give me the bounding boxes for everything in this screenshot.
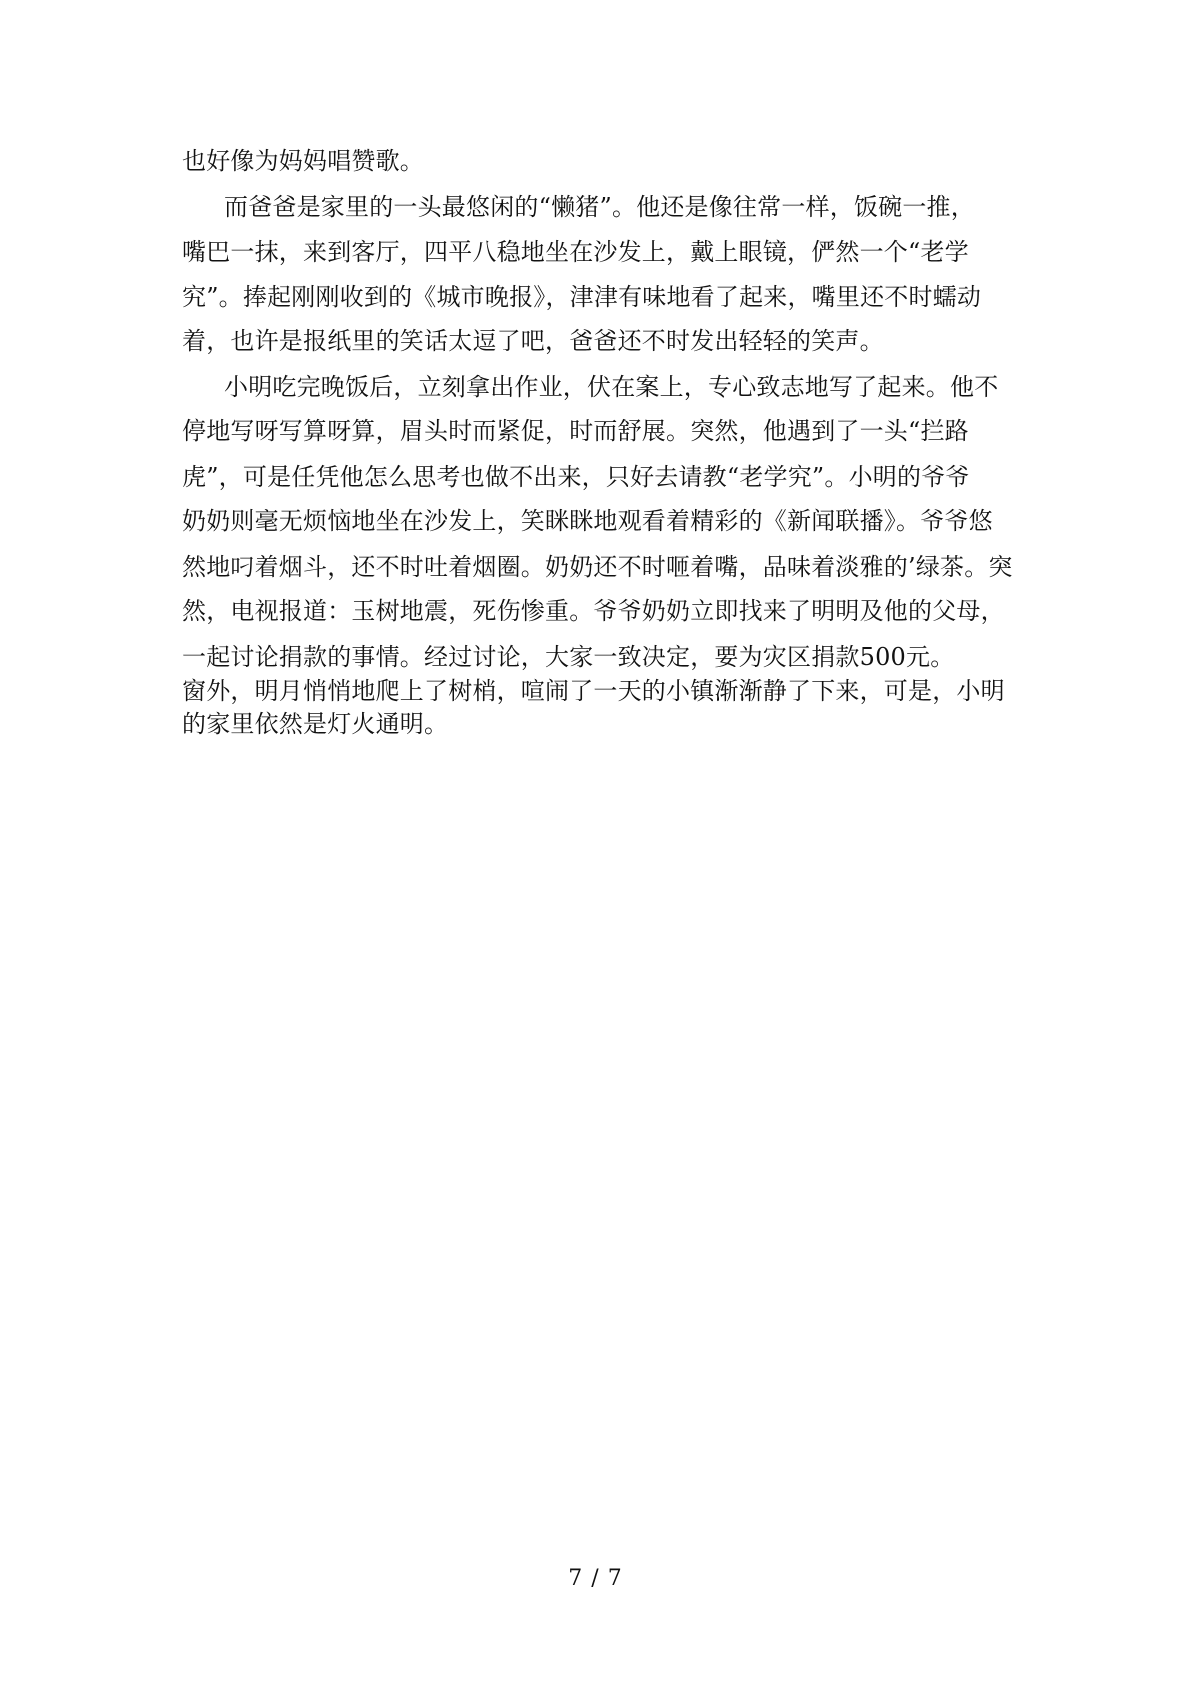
text-line: 虎”，可是任凭他怎么思考也做不出来，只好去请教“老学究”。小明的爷爷 [182, 463, 970, 491]
text-line: 也好像为妈妈唱赞歌。 [182, 147, 424, 175]
text-line: 究”。捧起刚刚收到的《城市晚报》，津津有味地看了起来，嘴里还不时蠕动 [182, 283, 982, 311]
page-number: 7 / 7 [568, 1566, 623, 1591]
text-line: 嘴巴一抹，来到客厅，四平八稳地坐在沙发上，戴上眼镜，俨然一个“老学 [182, 238, 969, 266]
text-line: 着，也许是报纸里的笑话太逗了吧，爸爸还不时发出轻轻的笑声。 [182, 327, 884, 355]
text-line: 一起讨论捐款的事情。经过讨论，大家一致决定，要为灾区捐款500元。 [182, 643, 955, 671]
text-line: 然，电视报道：玉树地震，死伤惨重。爷爷奶奶立即找来了明明及他的父母， [182, 597, 1005, 625]
text-line: 停地写呀写算呀算，眉头时而紧促，时而舒展。突然，他遇到了一头“拦路 [182, 417, 969, 445]
text-line: 的家里依然是灯火通明。 [182, 710, 449, 738]
text-line: 奶奶则毫无烦恼地坐在沙发上，笑眯眯地观看着精彩的《新闻联播》。爷爷悠 [182, 507, 993, 535]
text-line: 小明吃完晚饭后，立刻拿出作业，伏在案上，专心致志地写了起来。他不 [224, 373, 999, 401]
text-line: 然地叼着烟斗，还不时吐着烟圈。奶奶还不时咂着嘴，品味着淡雅的’绿茶。突 [182, 553, 1013, 581]
text-line: 而爸爸是家里的一头最悠闲的“懒猪”。他还是像往常一样，饭碗一推， [224, 193, 975, 221]
text-line: 窗外，明月悄悄地爬上了树梢，喧闹了一天的小镇渐渐静了下来，可是，小明 [182, 677, 1005, 705]
